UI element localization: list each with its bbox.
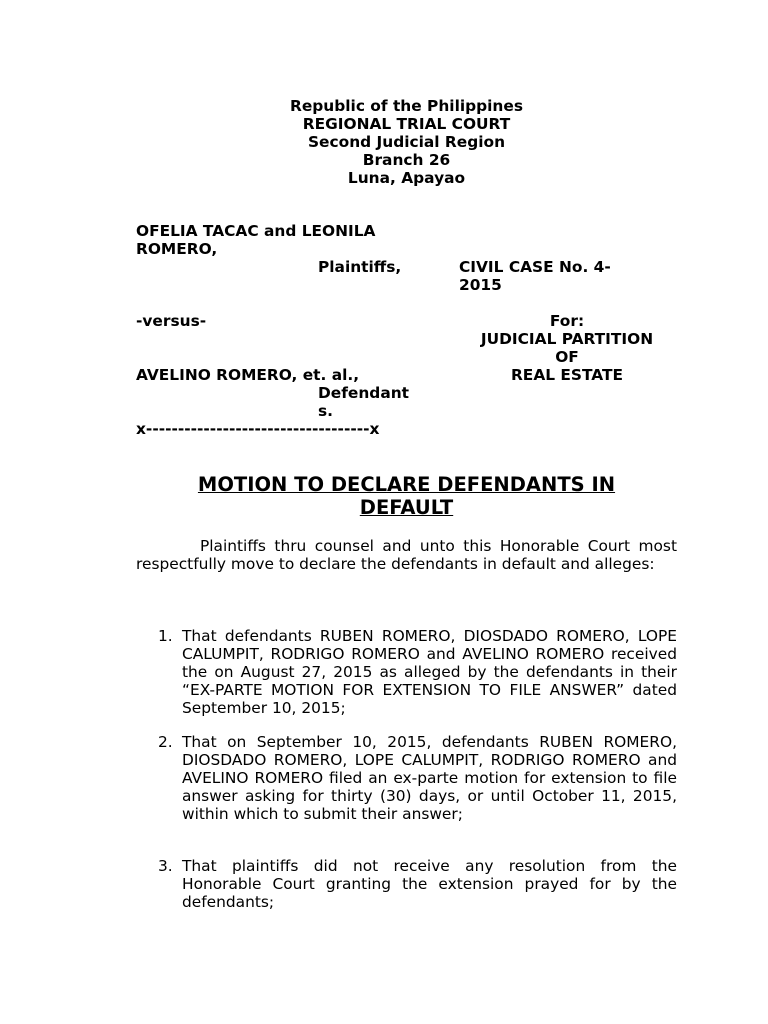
item-number: 2. [158,733,173,751]
motion-title-line1: MOTION TO DECLARE DEFENDANTS IN [197,473,616,496]
defendants-label-line1: Defendant [318,384,410,402]
case-number-line1: CIVIL CASE No. 4- [459,258,611,276]
case-number-line2: 2015 [459,276,502,294]
caption-separator: x-----------------------------------x [136,420,380,438]
header-court: REGIONAL TRIAL COURT [302,115,511,133]
header-republic: Republic of the Philippines [290,97,523,115]
plaintiffs-names [136,222,426,258]
item-text: That plaintiffs did not receive any resolution from the Honorable Court granting the extension prayed for by the defendants; [182,857,677,911]
header-branch: Branch 26 [362,151,451,169]
header-location: Luna, Apayao [347,169,466,187]
case-number [459,258,659,294]
defendants-label-line2: s. [318,402,334,420]
motion-title-line2: DEFAULT [359,496,454,519]
item-number: 3. [158,857,173,875]
defendants-names: AVELINO ROMERO, et. al., [136,366,360,384]
court-header [136,97,677,187]
defendants-label [318,384,423,420]
for-line1: JUDICIAL PARTITION [480,330,654,348]
for-line2: OF [555,348,579,366]
plaintiffs-names-line1: OFELIA TACAC and LEONILA [136,222,376,240]
plaintiffs-names-line2: ROMERO, [136,240,218,258]
item-text: That defendants RUBEN ROMERO, DIOSDADO ROMERO, LOPE CALUMPIT, RODRIGO ROMERO and AVELINO ROMERO received the on August 27, 2015 as alleged by the defendants in their “EX-PARTE MOTION FOR EXTENSION TO FILE ANSWER” dated September 10, 2015; [182,627,677,717]
intro-paragraph: Plaintiffs thru counsel and unto this Honorable Court most respectfully move to declare the defendants in default and alleges: [136,537,677,573]
versus-label: -versus- [136,312,207,330]
motion-title [136,473,677,519]
for-label: For: [549,312,585,330]
plaintiffs-label: Plaintiffs, [318,258,402,276]
for-line3: REAL ESTATE [510,366,624,384]
header-region: Second Judicial Region [307,133,506,151]
case-nature [459,312,675,384]
item-text: That on September 10, 2015, defendants RUBEN ROMERO, DIOSDADO ROMERO, LOPE CALUMPIT, RODRIGO ROMERO and AVELINO ROMERO filed an ex-parte motion for extension to file answer asking for thirty (30) days, or until October 11, 2015, within which to submit their answer; [182,733,677,823]
item-number: 1. [158,627,173,645]
